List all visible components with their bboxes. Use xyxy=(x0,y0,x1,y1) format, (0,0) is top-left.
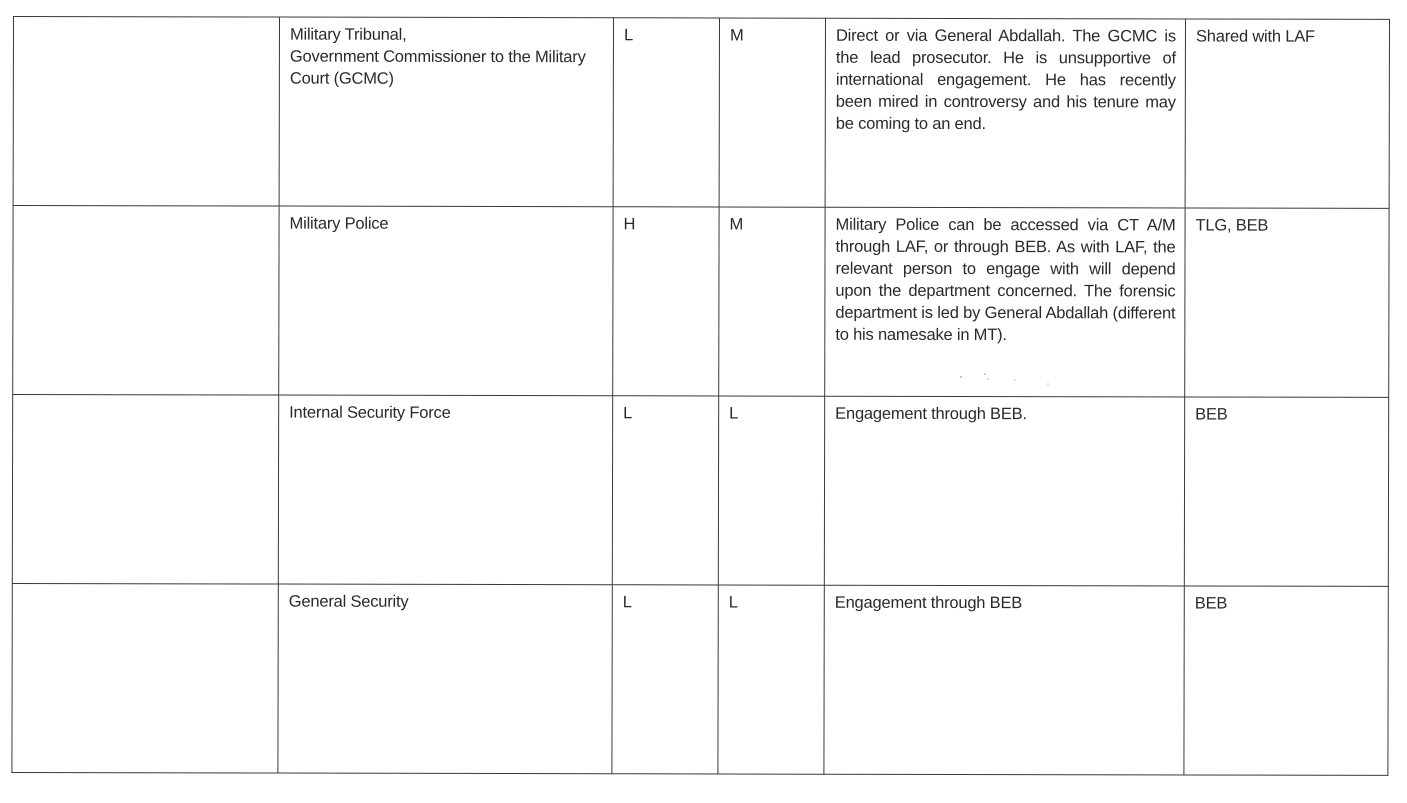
entity-line: Internal Security Force xyxy=(289,403,451,422)
shared-cell: Shared with LAF xyxy=(1185,19,1389,208)
entity-cell xyxy=(279,17,613,207)
level-2-cell: L xyxy=(718,585,824,774)
entity-line: Military Tribunal, xyxy=(289,25,407,44)
entity-cell xyxy=(279,206,613,396)
engagement-table xyxy=(11,16,1390,776)
shared-cell: BEB xyxy=(1184,397,1388,586)
entity-line: Military Police xyxy=(289,214,389,233)
notes-cell: Engagement through BEB xyxy=(824,585,1184,775)
table-row xyxy=(13,17,1389,209)
level-1-cell: L xyxy=(612,585,718,774)
blank-cell xyxy=(13,206,279,396)
level-1-cell: L xyxy=(612,396,718,585)
blank-cell xyxy=(12,395,278,585)
entity-line: Court (GCMC) xyxy=(289,69,394,88)
table-row xyxy=(12,583,1388,775)
level-2-cell: L xyxy=(718,396,824,585)
shared-cell: BEB xyxy=(1184,586,1388,775)
notes-cell: Engagement through BEB. xyxy=(824,396,1184,586)
blank-cell xyxy=(12,583,278,773)
blank-cell xyxy=(13,17,279,207)
level-1-cell: L xyxy=(613,18,719,207)
level-1-cell: H xyxy=(613,207,719,396)
entity-line: Government Commissioner to the Military xyxy=(289,47,586,67)
shared-cell: TLG, BEB xyxy=(1185,208,1389,397)
level-2-cell: M xyxy=(719,207,825,396)
scan-speck-marks xyxy=(955,371,1055,387)
table-row xyxy=(12,395,1388,587)
notes-cell: Direct or via General Abdallah. The GCMC is the lead prosecutor. He is unsupportive of international engagement. He has recently been mired in controversy and his tenure may be coming to an end. xyxy=(825,18,1185,208)
level-2-cell: M xyxy=(719,18,825,207)
table-row xyxy=(13,206,1389,398)
entity-cell xyxy=(278,584,612,774)
notes-cell: Military Police can be accessed via CT A/M through LAF, or through BEB. As with LAF, the relevant person to engage with will depend upon the department concerned. The forensic department is led by General Abdallah (different to his namesake in MT). xyxy=(825,207,1185,397)
entity-line: General Security xyxy=(288,592,409,611)
entity-cell xyxy=(278,395,612,585)
